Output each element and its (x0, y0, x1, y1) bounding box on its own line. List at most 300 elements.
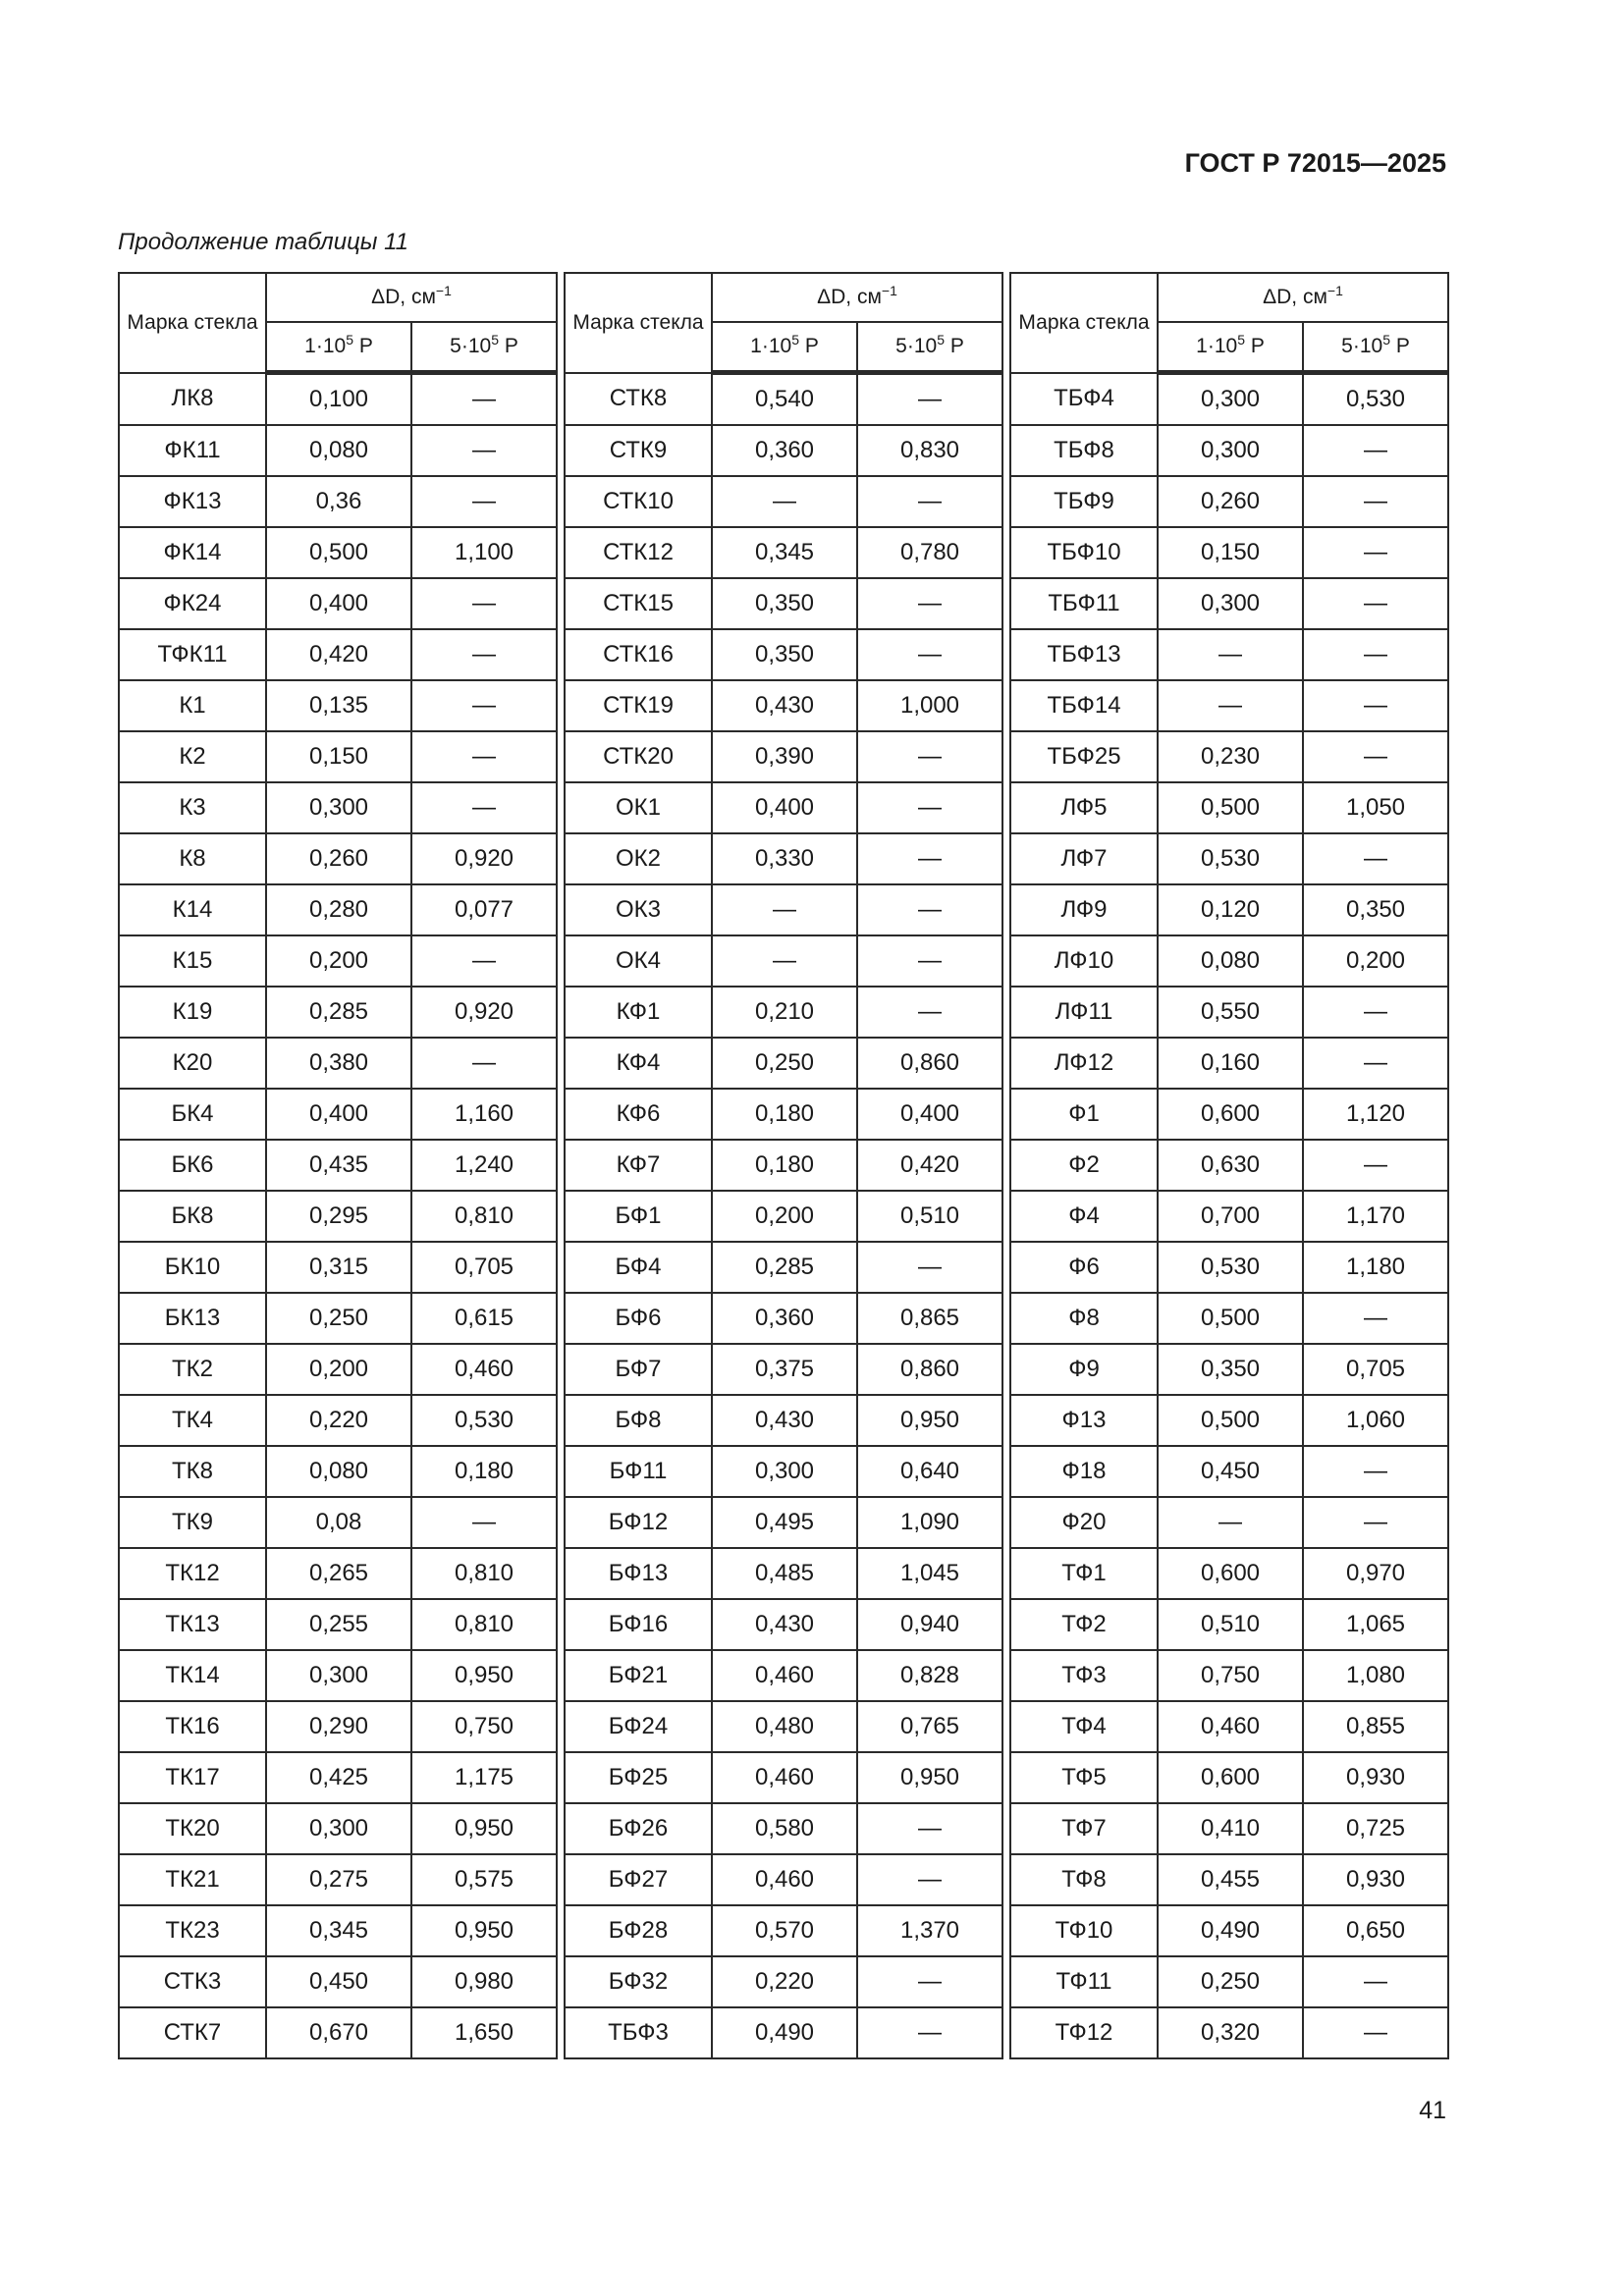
delta-d-1e5-cell: 0,200 (712, 1191, 857, 1242)
delta-d-5e5-cell: 0,420 (857, 1140, 1002, 1191)
delta-d-1e5-cell: 0,290 (266, 1701, 411, 1752)
glass-grade-cell: ТФ3 (1010, 1650, 1158, 1701)
delta-d-1e5-cell: — (1158, 1497, 1303, 1548)
delta-d-1e5-cell: 0,430 (712, 1395, 857, 1446)
delta-d-5e5-cell: 0,750 (411, 1701, 557, 1752)
table-row (1010, 731, 1448, 782)
glass-grade-cell: ФК11 (119, 425, 266, 476)
dose-unit: Р (352, 335, 373, 357)
glass-grade-cell: ОК1 (565, 782, 712, 833)
table-row (565, 1038, 1002, 1089)
delta-d-1e5-cell: 0,080 (266, 425, 411, 476)
table-row (565, 935, 1002, 987)
table-caption: Продолжение таблицы 11 (118, 229, 409, 255)
delta-d-5e5-cell: — (411, 425, 557, 476)
table-row (119, 476, 557, 527)
table-row (565, 578, 1002, 629)
delta-d-1e5-cell: — (1158, 629, 1303, 680)
delta-d-1e5-cell: 0,600 (1158, 1089, 1303, 1140)
glass-grade-cell: К8 (119, 833, 266, 884)
glass-grade-cell: ТБФ14 (1010, 680, 1158, 731)
delta-d-5e5-cell: 0,865 (857, 1293, 1002, 1344)
delta-d-5e5-cell: — (857, 629, 1002, 680)
glass-grade-cell: БФ12 (565, 1497, 712, 1548)
table-row (119, 1599, 557, 1650)
table-row (1010, 1446, 1448, 1497)
table-row (119, 1038, 557, 1089)
delta-d-1e5-cell: 0,480 (712, 1701, 857, 1752)
table-row (565, 680, 1002, 731)
glass-grade-cell: ТК14 (119, 1650, 266, 1701)
delta-d-1e5-cell: 0,430 (712, 1599, 857, 1650)
delta-d-1e5-cell: 0,080 (1158, 935, 1303, 987)
glass-grade-cell: К15 (119, 935, 266, 987)
delta-d-5e5-cell: — (857, 373, 1002, 426)
delta-d-1e5-cell: — (712, 935, 857, 987)
table-grid (118, 272, 558, 2059)
delta-d-1e5-cell: 0,285 (712, 1242, 857, 1293)
glass-grade-cell: ТК21 (119, 1854, 266, 1905)
glass-grade-cell: КФ7 (565, 1140, 712, 1191)
dose-exponent: 5 (791, 332, 799, 347)
delta-d-1e5-cell: 0,080 (266, 1446, 411, 1497)
delta-d-5e5-cell: 0,950 (411, 1803, 557, 1854)
table-segment (118, 272, 556, 2051)
glass-grade-cell: ОК4 (565, 935, 712, 987)
delta-d-5e5-cell: 1,000 (857, 680, 1002, 731)
table-row (119, 425, 557, 476)
delta-d-1e5-cell: 0,360 (712, 425, 857, 476)
glass-grade-cell: ЛФ5 (1010, 782, 1158, 833)
delta-d-1e5-cell: 0,350 (712, 578, 857, 629)
delta-d-5e5-cell: 0,077 (411, 884, 557, 935)
delta-d-5e5-cell: 1,160 (411, 1089, 557, 1140)
delta-d-1e5-cell: 0,400 (712, 782, 857, 833)
table-row (1010, 527, 1448, 578)
delta-d-1e5-cell: 0,250 (712, 1038, 857, 1089)
table-row (119, 373, 557, 426)
delta-d-1e5-cell: 0,450 (1158, 1446, 1303, 1497)
table-row (119, 1956, 557, 2007)
glass-grade-cell: СТК19 (565, 680, 712, 731)
delta-d-1e5-cell: 0,300 (266, 1650, 411, 1701)
table-row (119, 1242, 557, 1293)
glass-grade-cell: ТБФ13 (1010, 629, 1158, 680)
delta-d-5e5-cell: — (411, 578, 557, 629)
delta-d-1e5-cell: 0,410 (1158, 1803, 1303, 1854)
table-row (1010, 1599, 1448, 1650)
table-row (565, 782, 1002, 833)
delta-d-1e5-cell: — (712, 476, 857, 527)
table-row (1010, 1752, 1448, 1803)
delta-d-5e5-cell: — (411, 373, 557, 426)
delta-d-1e5-cell: 0,530 (1158, 1242, 1303, 1293)
delta-d-1e5-cell: 0,460 (712, 1650, 857, 1701)
delta-d-label: ΔD, см (817, 286, 882, 308)
glass-grade-cell: ТК16 (119, 1701, 266, 1752)
delta-d-5e5-cell: 0,810 (411, 1599, 557, 1650)
glass-grade-cell: СТК7 (119, 2007, 266, 2058)
table-row (119, 2007, 557, 2058)
delta-d-5e5-cell: 0,950 (857, 1395, 1002, 1446)
delta-d-5e5-cell: — (411, 782, 557, 833)
glass-grade-cell: ТФ8 (1010, 1854, 1158, 1905)
glass-grade-cell: ТБФ4 (1010, 373, 1158, 426)
delta-d-1e5-cell: 0,570 (712, 1905, 857, 1956)
glass-grade-cell: ТБФ25 (1010, 731, 1158, 782)
delta-d-1e5-cell: 0,550 (1158, 987, 1303, 1038)
table-row (1010, 680, 1448, 731)
delta-d-1e5-cell: 0,36 (266, 476, 411, 527)
glass-grade-cell: Ф6 (1010, 1242, 1158, 1293)
delta-d-1e5-cell: 0,180 (712, 1140, 857, 1191)
delta-d-1e5-cell: 0,295 (266, 1191, 411, 1242)
delta-d-1e5-cell: 0,500 (266, 527, 411, 578)
dose-exponent: 5 (491, 332, 499, 347)
delta-d-1e5-cell: 0,300 (712, 1446, 857, 1497)
table-row (1010, 1956, 1448, 2007)
glass-grade-cell: ФК13 (119, 476, 266, 527)
table-row (565, 1140, 1002, 1191)
glass-grade-cell: БФ25 (565, 1752, 712, 1803)
delta-d-1e5-cell: 0,425 (266, 1752, 411, 1803)
delta-d-5e5-cell: — (411, 731, 557, 782)
glass-grade-cell: Ф1 (1010, 1089, 1158, 1140)
glass-grade-cell: СТК8 (565, 373, 712, 426)
delta-d-1e5-cell: 0,455 (1158, 1854, 1303, 1905)
table-row (565, 1344, 1002, 1395)
table-row (1010, 1242, 1448, 1293)
delta-d-5e5-cell: — (857, 1854, 1002, 1905)
table-segment (564, 272, 1001, 2051)
delta-d-label: ΔD, см (371, 286, 436, 308)
grade-header: Марка стекла (1010, 273, 1158, 373)
delta-d-1e5-cell: 0,460 (712, 1752, 857, 1803)
dose-unit: Р (1389, 335, 1410, 357)
dose-1e5-header (712, 322, 857, 373)
table-row (565, 1650, 1002, 1701)
table-row (1010, 833, 1448, 884)
glass-grade-cell: ЛФ11 (1010, 987, 1158, 1038)
dose-unit: Р (944, 335, 964, 357)
dose-1e5-header (1158, 322, 1303, 373)
delta-d-1e5-cell: 0,275 (266, 1854, 411, 1905)
delta-d-1e5-cell: 0,460 (1158, 1701, 1303, 1752)
header-row (1010, 273, 1448, 322)
glass-grade-cell: СТК10 (565, 476, 712, 527)
glass-grade-cell: БФ11 (565, 1446, 712, 1497)
glass-grade-cell: ТБФ9 (1010, 476, 1158, 527)
glass-grade-cell: Ф20 (1010, 1497, 1158, 1548)
delta-d-1e5-cell: 0,360 (712, 1293, 857, 1344)
glass-grade-cell: ТК13 (119, 1599, 266, 1650)
delta-d-5e5-cell: 0,810 (411, 1548, 557, 1599)
delta-d-5e5-cell: 0,530 (1303, 373, 1448, 426)
delta-d-1e5-cell: 0,400 (266, 1089, 411, 1140)
delta-d-5e5-cell: 1,090 (857, 1497, 1002, 1548)
table-row (1010, 1089, 1448, 1140)
delta-d-1e5-cell: 0,300 (1158, 578, 1303, 629)
delta-d-label: ΔD, см (1263, 286, 1327, 308)
table-row (119, 1140, 557, 1191)
table-row (565, 1803, 1002, 1854)
table-row (1010, 884, 1448, 935)
header-row (565, 273, 1002, 322)
delta-d-5e5-cell: 0,180 (411, 1446, 557, 1497)
delta-d-1e5-cell: 0,160 (1158, 1038, 1303, 1089)
glass-grade-cell: БК4 (119, 1089, 266, 1140)
table-row (565, 884, 1002, 935)
glass-grade-cell: ТБФ10 (1010, 527, 1158, 578)
table-grid (1009, 272, 1449, 2059)
table-row (1010, 1293, 1448, 1344)
delta-d-1e5-cell: 0,180 (712, 1089, 857, 1140)
table-row (1010, 1905, 1448, 1956)
delta-d-5e5-cell: 0,860 (857, 1344, 1002, 1395)
delta-d-5e5-cell: — (857, 731, 1002, 782)
delta-d-1e5-cell: 0,350 (712, 629, 857, 680)
table-row (565, 476, 1002, 527)
standard-title: ГОСТ Р 72015—2025 (1184, 148, 1446, 178)
delta-d-header (1158, 273, 1448, 322)
table-row (119, 1497, 557, 1548)
table-row (119, 578, 557, 629)
glass-grade-cell: ТК9 (119, 1497, 266, 1548)
delta-d-5e5-cell: — (857, 833, 1002, 884)
delta-d-5e5-cell: 0,950 (411, 1650, 557, 1701)
glass-grade-cell: ТБФ3 (565, 2007, 712, 2058)
delta-d-1e5-cell: 0,150 (1158, 527, 1303, 578)
delta-d-5e5-cell: 0,828 (857, 1650, 1002, 1701)
delta-d-1e5-cell: 0,300 (1158, 373, 1303, 426)
glass-grade-cell: Ф18 (1010, 1446, 1158, 1497)
glass-grade-cell: БФ8 (565, 1395, 712, 1446)
delta-d-1e5-cell: 0,540 (712, 373, 857, 426)
delta-d-5e5-cell: 1,080 (1303, 1650, 1448, 1701)
glass-grade-cell: ТФ1 (1010, 1548, 1158, 1599)
delta-d-5e5-cell: 0,400 (857, 1089, 1002, 1140)
delta-d-5e5-cell: — (1303, 527, 1448, 578)
delta-d-5e5-cell: — (1303, 2007, 1448, 2058)
delta-d-header (712, 273, 1002, 322)
dose-unit: Р (798, 335, 819, 357)
delta-d-1e5-cell: 0,350 (1158, 1344, 1303, 1395)
page-number: 41 (1419, 2097, 1446, 2124)
delta-d-1e5-cell: 0,330 (712, 833, 857, 884)
delta-d-5e5-cell: 0,810 (411, 1191, 557, 1242)
glass-grade-cell: ФК24 (119, 578, 266, 629)
delta-d-header (266, 273, 557, 322)
delta-d-1e5-cell: 0,495 (712, 1497, 857, 1548)
glass-grade-cell: БФ13 (565, 1548, 712, 1599)
delta-d-5e5-cell: 0,615 (411, 1293, 557, 1344)
glass-grade-cell: БК6 (119, 1140, 266, 1191)
glass-grade-cell: БК8 (119, 1191, 266, 1242)
delta-d-1e5-cell: 0,500 (1158, 1395, 1303, 1446)
glass-grade-cell: БФ32 (565, 1956, 712, 2007)
delta-d-1e5-cell: 0,255 (266, 1599, 411, 1650)
delta-d-5e5-cell: — (857, 2007, 1002, 2058)
delta-d-5e5-cell: — (857, 987, 1002, 1038)
glass-grade-cell: БК10 (119, 1242, 266, 1293)
delta-d-5e5-cell: 0,650 (1303, 1905, 1448, 1956)
delta-d-5e5-cell: 0,510 (857, 1191, 1002, 1242)
glass-grade-cell: СТК3 (119, 1956, 266, 2007)
glass-grade-cell: К14 (119, 884, 266, 935)
table-row (565, 425, 1002, 476)
table-row (1010, 1548, 1448, 1599)
delta-d-1e5-cell: 0,700 (1158, 1191, 1303, 1242)
dose-unit: Р (498, 335, 518, 357)
delta-d-5e5-cell: 1,045 (857, 1548, 1002, 1599)
dose-exponent: 5 (937, 332, 945, 347)
delta-d-1e5-cell: 0,260 (1158, 476, 1303, 527)
glass-grade-cell: К19 (119, 987, 266, 1038)
table-row (119, 782, 557, 833)
delta-d-1e5-cell: 0,08 (266, 1497, 411, 1548)
table-row (565, 2007, 1002, 2058)
table-row (1010, 1650, 1448, 1701)
glass-grade-cell: БФ26 (565, 1803, 712, 1854)
delta-d-1e5-cell: 0,265 (266, 1548, 411, 1599)
glass-grade-cell: ТФК11 (119, 629, 266, 680)
table-row (119, 1650, 557, 1701)
delta-d-1e5-cell: — (712, 884, 857, 935)
glass-grade-cell: ОК3 (565, 884, 712, 935)
table-row (119, 1395, 557, 1446)
table-row (565, 1089, 1002, 1140)
table-row (1010, 1038, 1448, 1089)
glass-grade-cell: ТФ10 (1010, 1905, 1158, 1956)
delta-d-5e5-cell: — (1303, 833, 1448, 884)
table-segment (1009, 272, 1447, 2051)
table-row (119, 731, 557, 782)
delta-d-5e5-cell: — (857, 782, 1002, 833)
dose-5e5-header (1303, 322, 1448, 373)
grade-header: Марка стекла (119, 273, 266, 373)
table-row (119, 1803, 557, 1854)
glass-grade-cell: ТФ7 (1010, 1803, 1158, 1854)
dose-exponent: 5 (1382, 332, 1390, 347)
delta-d-1e5-cell: 0,435 (266, 1140, 411, 1191)
delta-d-1e5-cell: 0,580 (712, 1803, 857, 1854)
table-row (1010, 1803, 1448, 1854)
delta-d-1e5-cell: 0,200 (266, 1344, 411, 1395)
table-row (119, 1089, 557, 1140)
delta-d-5e5-cell: 1,650 (411, 2007, 557, 2058)
table-row (565, 629, 1002, 680)
delta-d-1e5-cell: 0,200 (266, 935, 411, 987)
table-row (565, 1956, 1002, 2007)
table-row (119, 527, 557, 578)
glass-grade-cell: БФ27 (565, 1854, 712, 1905)
delta-d-5e5-cell: — (857, 935, 1002, 987)
glass-grade-cell: БФ24 (565, 1701, 712, 1752)
delta-d-1e5-cell: 0,120 (1158, 884, 1303, 935)
dose-unit: Р (1244, 335, 1265, 357)
glass-grade-cell: ТБФ11 (1010, 578, 1158, 629)
glass-grade-cell: СТК16 (565, 629, 712, 680)
delta-d-5e5-cell: 0,705 (411, 1242, 557, 1293)
delta-d-5e5-cell: 0,970 (1303, 1548, 1448, 1599)
delta-d-1e5-cell: 0,400 (266, 578, 411, 629)
dose-exponent: 5 (346, 332, 353, 347)
delta-d-5e5-cell: 0,930 (1303, 1752, 1448, 1803)
table-row (1010, 1140, 1448, 1191)
delta-d-5e5-cell: 0,780 (857, 527, 1002, 578)
glass-grade-cell: К3 (119, 782, 266, 833)
delta-d-1e5-cell: 0,300 (1158, 425, 1303, 476)
table-row (565, 1446, 1002, 1497)
glass-grade-cell: К2 (119, 731, 266, 782)
delta-d-5e5-cell: — (1303, 425, 1448, 476)
delta-d-1e5-cell: 0,600 (1158, 1752, 1303, 1803)
glass-grade-cell: ТФ11 (1010, 1956, 1158, 2007)
delta-d-1e5-cell: 0,490 (712, 2007, 857, 2058)
glass-grade-cell: БФ21 (565, 1650, 712, 1701)
table-row (119, 1854, 557, 1905)
table-row (565, 1752, 1002, 1803)
delta-d-5e5-cell: — (857, 1956, 1002, 2007)
table-row (1010, 1497, 1448, 1548)
table-row (119, 1752, 557, 1803)
delta-d-5e5-cell: 0,530 (411, 1395, 557, 1446)
table-row (119, 1905, 557, 1956)
delta-d-5e5-cell: — (411, 476, 557, 527)
delta-d-1e5-cell: 0,345 (712, 527, 857, 578)
delta-d-1e5-cell: 0,510 (1158, 1599, 1303, 1650)
delta-d-5e5-cell: — (857, 884, 1002, 935)
delta-d-5e5-cell: 0,920 (411, 987, 557, 1038)
dose-5e5-header (411, 322, 557, 373)
table-row (1010, 1344, 1448, 1395)
table-grid (564, 272, 1003, 2059)
delta-d-1e5-cell: 0,135 (266, 680, 411, 731)
grade-header: Марка стекла (565, 273, 712, 373)
glass-grade-cell: ЛФ10 (1010, 935, 1158, 987)
delta-d-1e5-cell: 0,530 (1158, 833, 1303, 884)
glass-grade-cell: ЛФ12 (1010, 1038, 1158, 1089)
glass-grade-cell: СТК9 (565, 425, 712, 476)
delta-d-5e5-cell: 1,100 (411, 527, 557, 578)
delta-d-5e5-cell: 1,175 (411, 1752, 557, 1803)
glass-grade-cell: БФ6 (565, 1293, 712, 1344)
table-row (1010, 1854, 1448, 1905)
table-row (119, 1701, 557, 1752)
glass-grade-cell: Ф9 (1010, 1344, 1158, 1395)
delta-d-5e5-cell: — (411, 629, 557, 680)
table-row (565, 1242, 1002, 1293)
table-row (565, 527, 1002, 578)
table-row (565, 1701, 1002, 1752)
dose-prefix: 1·10 (750, 335, 792, 357)
delta-d-5e5-cell: — (1303, 987, 1448, 1038)
delta-d-5e5-cell: 0,765 (857, 1701, 1002, 1752)
glass-grade-cell: КФ1 (565, 987, 712, 1038)
dose-1e5-header (266, 322, 411, 373)
delta-d-1e5-cell: 0,315 (266, 1242, 411, 1293)
glass-grade-cell: ФК14 (119, 527, 266, 578)
delta-d-5e5-cell: 0,575 (411, 1854, 557, 1905)
delta-d-5e5-cell: 1,180 (1303, 1242, 1448, 1293)
table-row (1010, 987, 1448, 1038)
delta-d-5e5-cell: — (1303, 1038, 1448, 1089)
delta-d-5e5-cell: 0,940 (857, 1599, 1002, 1650)
glass-grade-cell: БФ7 (565, 1344, 712, 1395)
glass-grade-cell: ТФ2 (1010, 1599, 1158, 1650)
table-row (565, 1191, 1002, 1242)
glass-grade-cell: ТК23 (119, 1905, 266, 1956)
